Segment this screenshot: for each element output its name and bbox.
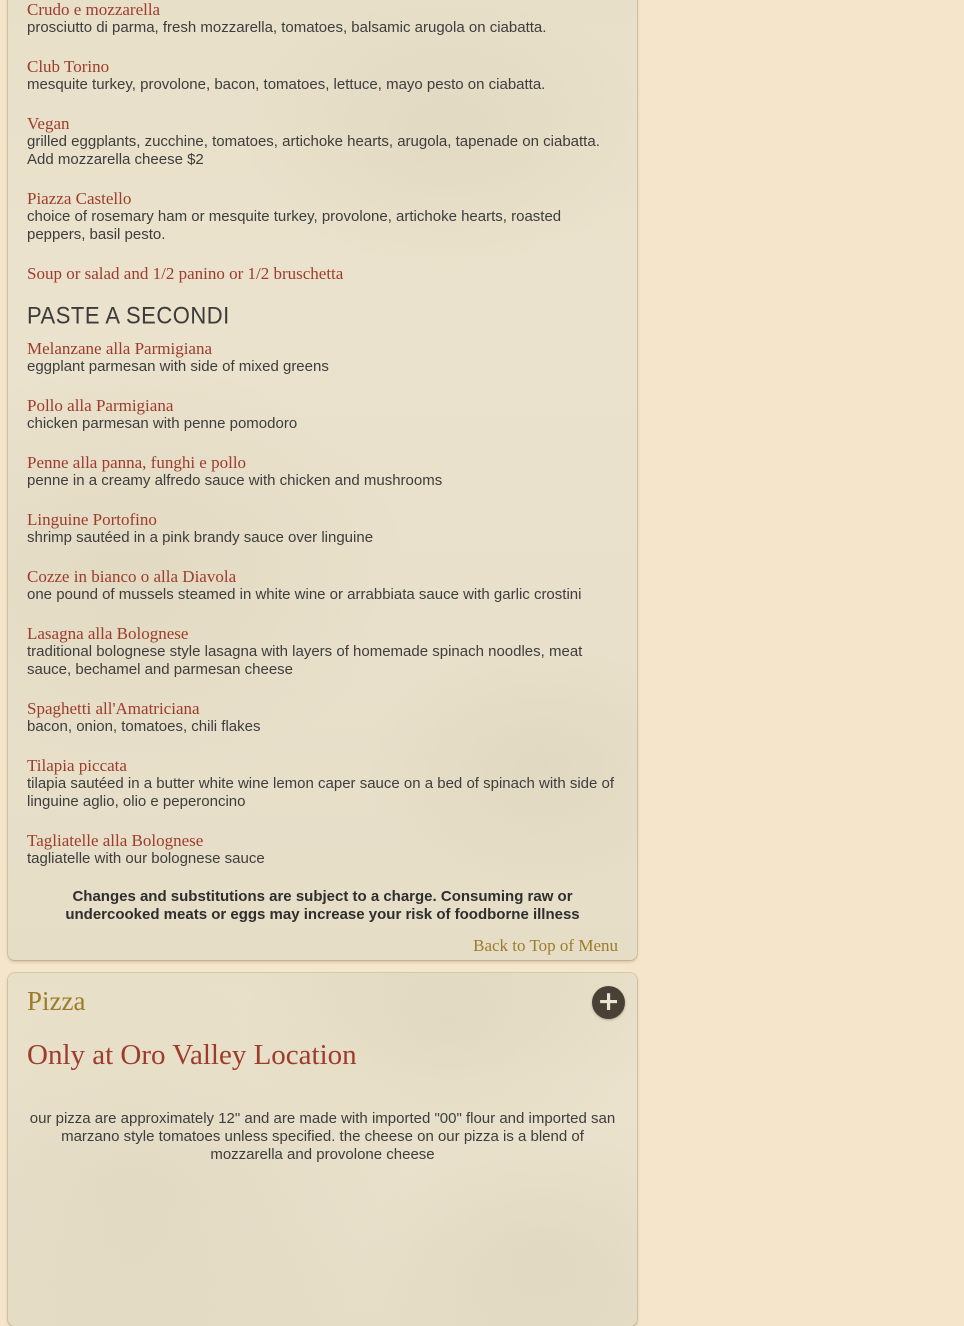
plus-icon: + — [597, 986, 620, 1017]
menu-item — [27, 756, 618, 811]
menu-item — [27, 510, 618, 547]
menu-item-name: Club Torino — [27, 57, 110, 76]
menu-item-name: Melanzane alla Parmigiana — [27, 339, 213, 358]
menu-item — [27, 396, 618, 433]
menu-item-name: Tagliatelle alla Bolognese — [27, 831, 204, 850]
menu-item — [27, 624, 618, 679]
menu-item — [27, 453, 618, 490]
menu-item-description: bacon, onion, tomatoes, chili flakes — [27, 718, 261, 735]
menu-item-name: Linguine Portofino — [27, 510, 157, 529]
menu-item — [27, 114, 618, 169]
menu-panel — [8, 0, 637, 960]
menu-item — [27, 699, 618, 736]
menu-item-name: Crudo e mozzarella — [27, 0, 161, 19]
pizza-section-description: our pizza are approximately 12" and are made with imported "00" flour and imported san marzano style tomatoes unless specified. the cheese on our pizza is a blend of mozzarella and provolone cheese — [29, 1110, 616, 1163]
menu-item-name: Pollo alla Parmigiana — [27, 396, 174, 415]
menu-item-description: prosciutto di parma, fresh mozzarella, tomatoes, balsamic arugola on ciabatta. — [27, 19, 547, 36]
menu-item-description: eggplant parmesan with side of mixed greens — [27, 358, 329, 375]
menu-item-description: shrimp sautéed in a pink brandy sauce over linguine — [27, 529, 374, 546]
menu-item — [27, 189, 618, 244]
menu-item — [27, 57, 618, 94]
menu-item-description: tagliatelle with our bolognese sauce — [27, 850, 265, 867]
menu-item-description: chicken parmesan with penne pomodoro — [27, 415, 298, 432]
menu-item-description: one pound of mussels steamed in white wine or arrabbiata sauce with garlic crostini — [27, 586, 582, 603]
menu-item-description: penne in a creamy alfredo sauce with chicken and mushrooms — [27, 472, 443, 489]
menu-item — [27, 567, 618, 604]
menu-item-name: Tilapia piccata — [27, 756, 127, 775]
menu-item — [27, 831, 618, 868]
menu-item-name: Vegan — [27, 114, 70, 133]
back-to-top-link[interactable]: Back to Top of Menu — [473, 936, 618, 955]
pizza-section-title: Pizza — [27, 986, 86, 1016]
expand-pizza-section-button[interactable] — [592, 986, 625, 1019]
menu-item-description: mesquite turkey, provolone, bacon, tomatoes, lettuce, mayo pesto on ciabatta. — [27, 76, 546, 93]
menu-item-description: choice of rosemary ham or mesquite turkey, provolone, artichoke hearts, roasted peppers, basil pesto. — [27, 208, 562, 243]
menu-item-name: Cozze in bianco o alla Diavola — [27, 567, 237, 586]
menu-item-description: grilled eggplants, zucchine, tomatoes, artichoke hearts, arugola, tapenade on ciabatta. Add mozzarella cheese $2 — [27, 133, 600, 168]
pizza-section-subtitle: Only at Oro Valley Location — [27, 1039, 357, 1071]
menu-item — [27, 0, 618, 37]
section-header-paste-a-secondi: PASTE A SECONDI — [27, 301, 230, 329]
menu-item-name: Piazza Castello — [27, 189, 132, 208]
menu-item — [27, 339, 618, 376]
menu-item-name: Lasagna alla Bolognese — [27, 624, 189, 643]
menu-item-name: Spaghetti all'Amatriciana — [27, 699, 200, 718]
menu-item-description: traditional bolognese style lasagna with layers of homemade spinach noodles, meat sauce, bechamel and parmesan cheese — [27, 643, 583, 678]
menu-item-name: Penne alla panna, funghi e pollo — [27, 453, 247, 472]
menu-item-description: tilapia sautéed in a butter white wine lemon caper sauce on a bed of spinach with side of linguine aglio, olio e peperoncino — [27, 775, 615, 810]
disclaimer-text: Changes and substitutions are subject to a charge. Consuming raw or undercooked meats or eggs may increase your risk of foodborne illness — [65, 888, 580, 923]
special-menu-item: Soup or salad and 1/2 panino or 1/2 bruschetta — [27, 264, 344, 283]
pizza-panel — [8, 973, 637, 1326]
